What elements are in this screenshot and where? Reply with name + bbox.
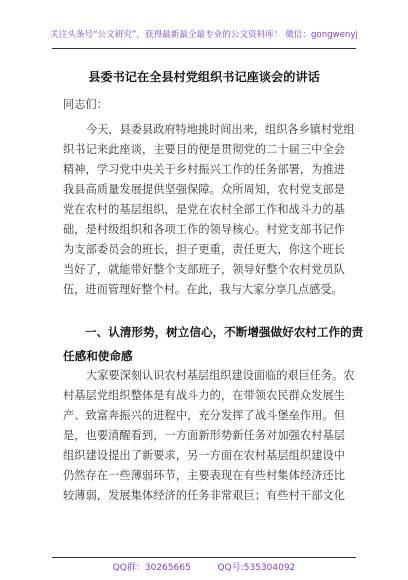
- text-line: 党在农村的基层组织，是党在农村全部工作和战斗力的基: [63, 203, 345, 216]
- text-line: 伍，进而管理好整个村。在此，我与大家分享几点感受。: [63, 283, 343, 296]
- heading-line: 一、认清形势，树立信心，不断增强做好农村工作的责: [85, 325, 364, 339]
- text-line: 精神，学习党中央关于乡村振兴工作的任务部署，为推进: [63, 163, 345, 176]
- text-line: 是，也要清醒看到，一方面新形势新任务对加强农村基层: [63, 429, 345, 442]
- qq-id-text: QQ号:535304092: [217, 563, 296, 573]
- text-line: 织书记来此座谈，主要目的便是贯彻党的二十届三中全会: [63, 143, 345, 156]
- document-title: 县委书记在全县村党组织书记座谈会的讲话: [88, 70, 320, 84]
- text-line: 组织建设提出了新要求，另一方面在农村基层组织建设中: [63, 449, 345, 462]
- text-line: 大家要深刻认识农村基层组织建设面临的艰巨任务。农: [86, 369, 355, 382]
- paragraph-intro: [63, 120, 355, 300]
- text-line: 仍然存在一些薄弱环节，主要表现在有些村集体经济还比: [63, 469, 345, 482]
- text-line: 产、致富奔振兴的进程中，充分发挥了战斗堡垒作用。但: [63, 409, 345, 422]
- section-heading: [63, 320, 364, 368]
- text-line: 础，是村级组织和各项工作的领导核心。村党支部书记作: [63, 223, 345, 236]
- footer-contact: [0, 560, 408, 573]
- qq-group-text: QQ群：30265665: [112, 563, 191, 573]
- greeting: 同志们：: [63, 98, 108, 111]
- paragraph-section-one: [63, 366, 355, 506]
- heading-line: 任感和使命感: [63, 349, 133, 363]
- header-banner: 关注头条号“公文研究”，获得最新最全最专业的公文资料库！ 微信：gongwenyj: [50, 30, 358, 40]
- text-line: 较薄弱，发展集体经济的任务非常艰巨；有些村干部文化: [63, 489, 345, 502]
- text-line: 我县高质量发展提供坚强保障。众所周知，农村党支部是: [63, 183, 345, 196]
- header-rule: [52, 48, 356, 49]
- text-line: 今天，县委县政府特地挑时间出来，组织各乡镇村党组: [86, 123, 355, 136]
- footer-rule: [52, 557, 356, 558]
- text-line: 当好了，就能带好整个支部班子，领导好整个农村党员队: [63, 263, 345, 276]
- text-line: 村基层党组织整体是有战斗力的，在带领农民群众发展生: [63, 389, 345, 402]
- text-line: 为支部委员会的班长，担子更重，责任更大，你这个班长: [63, 243, 345, 256]
